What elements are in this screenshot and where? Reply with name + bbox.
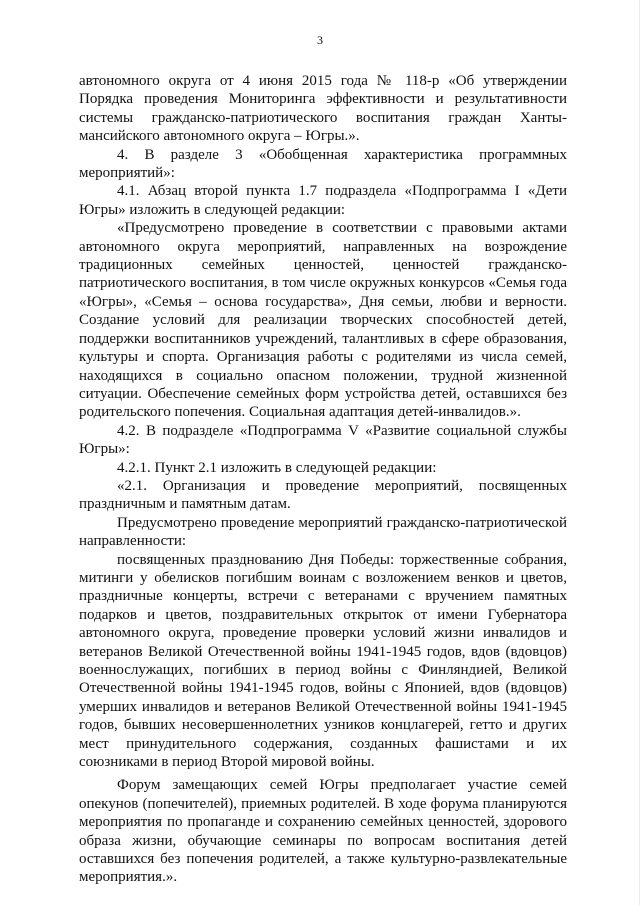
paragraph: 4.2. В подразделе «Подпрограмма V «Развитие социальной службы Югры»: [79,422,567,458]
page-number: 3 [317,33,323,47]
paragraph: автономного округа от 4 июня 2015 года № 118-р «Об утверждении Порядка проведения Мониторинга эффективности и результативности системы гражданско-патриотического воспитания граждан Ханты-мансийского автономного округа – Югры.». [79,73,567,145]
paragraph: «Предусмотрено проведение в соответствии с правовыми актами автономного округа мероприятий, направленных на возрождение традиционных семейных ценностей, ценностей гражданско-патриотического воспитания, в том числе окружных конкурсов «Семья года «Югры», «Семья – основа государства», Дня семьи, любви и верности. Создание условий для реализации творческих способностей детей, поддержки воспитанников учреждений, талантливых в сфере образования, культуры и спорта. Организация работы с родителями из числа семей, находящихся в социально опасном положении, трудной жизненной ситуации. Обеспечение семейных форм устройства детей, оставшихся без родительского попечения. Социальная адаптация детей-инвалидов.». [79,220,567,421]
paragraph: 4.2.1. Пункт 2.1 изложить в следующей редакции: [117,459,437,476]
document-body [79,72,567,887]
paragraph: Предусмотрено проведение мероприятий гражданско-патриотической направленности: [79,514,567,550]
paragraph: Форум замещающих семей Югры предполагает участие семей опекунов (попечителей), приемных родителей. В ходе форума планируются мероприятия по пропаганде и сохранению семейных ценностей, здорового образа жизни, обучающие семинары по вопросам воспитания детей оставшихся без попечения родителей, а также культурно-развлекательные мероприятия.». [79,777,567,886]
paragraph: 4.1. Абзац второй пункта 1.7 подраздела «Подпрограмма I «Дети Югры» изложить в следующей редакции: [79,183,567,218]
paragraph: 4. В разделе 3 «Обобщенная характеристика программных мероприятий»: [79,146,567,182]
paragraph: посвященных празднованию Дня Победы: торжественные собрания, митинги у обелисков погибшим воинам с возложением венков и цветов, праздничные концерты, встречи с ветеранами с вручением памятных подарков и цветов, поздравительных открыток от имени Губернатора автономного округа, проведение проверки условий жизни инвалидов и ветеранов Великой Отечественной войны 1941-1945 годов, вдов (вдовцов) военнослужащих, погибших в период войны с Финляндией, Великой Отечественной войны 1941-1945 годов, войны с Японией, вдов (вдовцов) умерших инвалидов и ветеранов Великой Отечественной войны 1941-1945 годов, бывших несовершеннолетних узников концлагерей, гетто и других мест принудительного содержания, созданных фашистами и их союзниками в период Второй мировой войны. [79,551,567,771]
paragraph: «2.1. Организация и проведение мероприятий, посвященных праздничным и памятным датам. [79,477,567,513]
